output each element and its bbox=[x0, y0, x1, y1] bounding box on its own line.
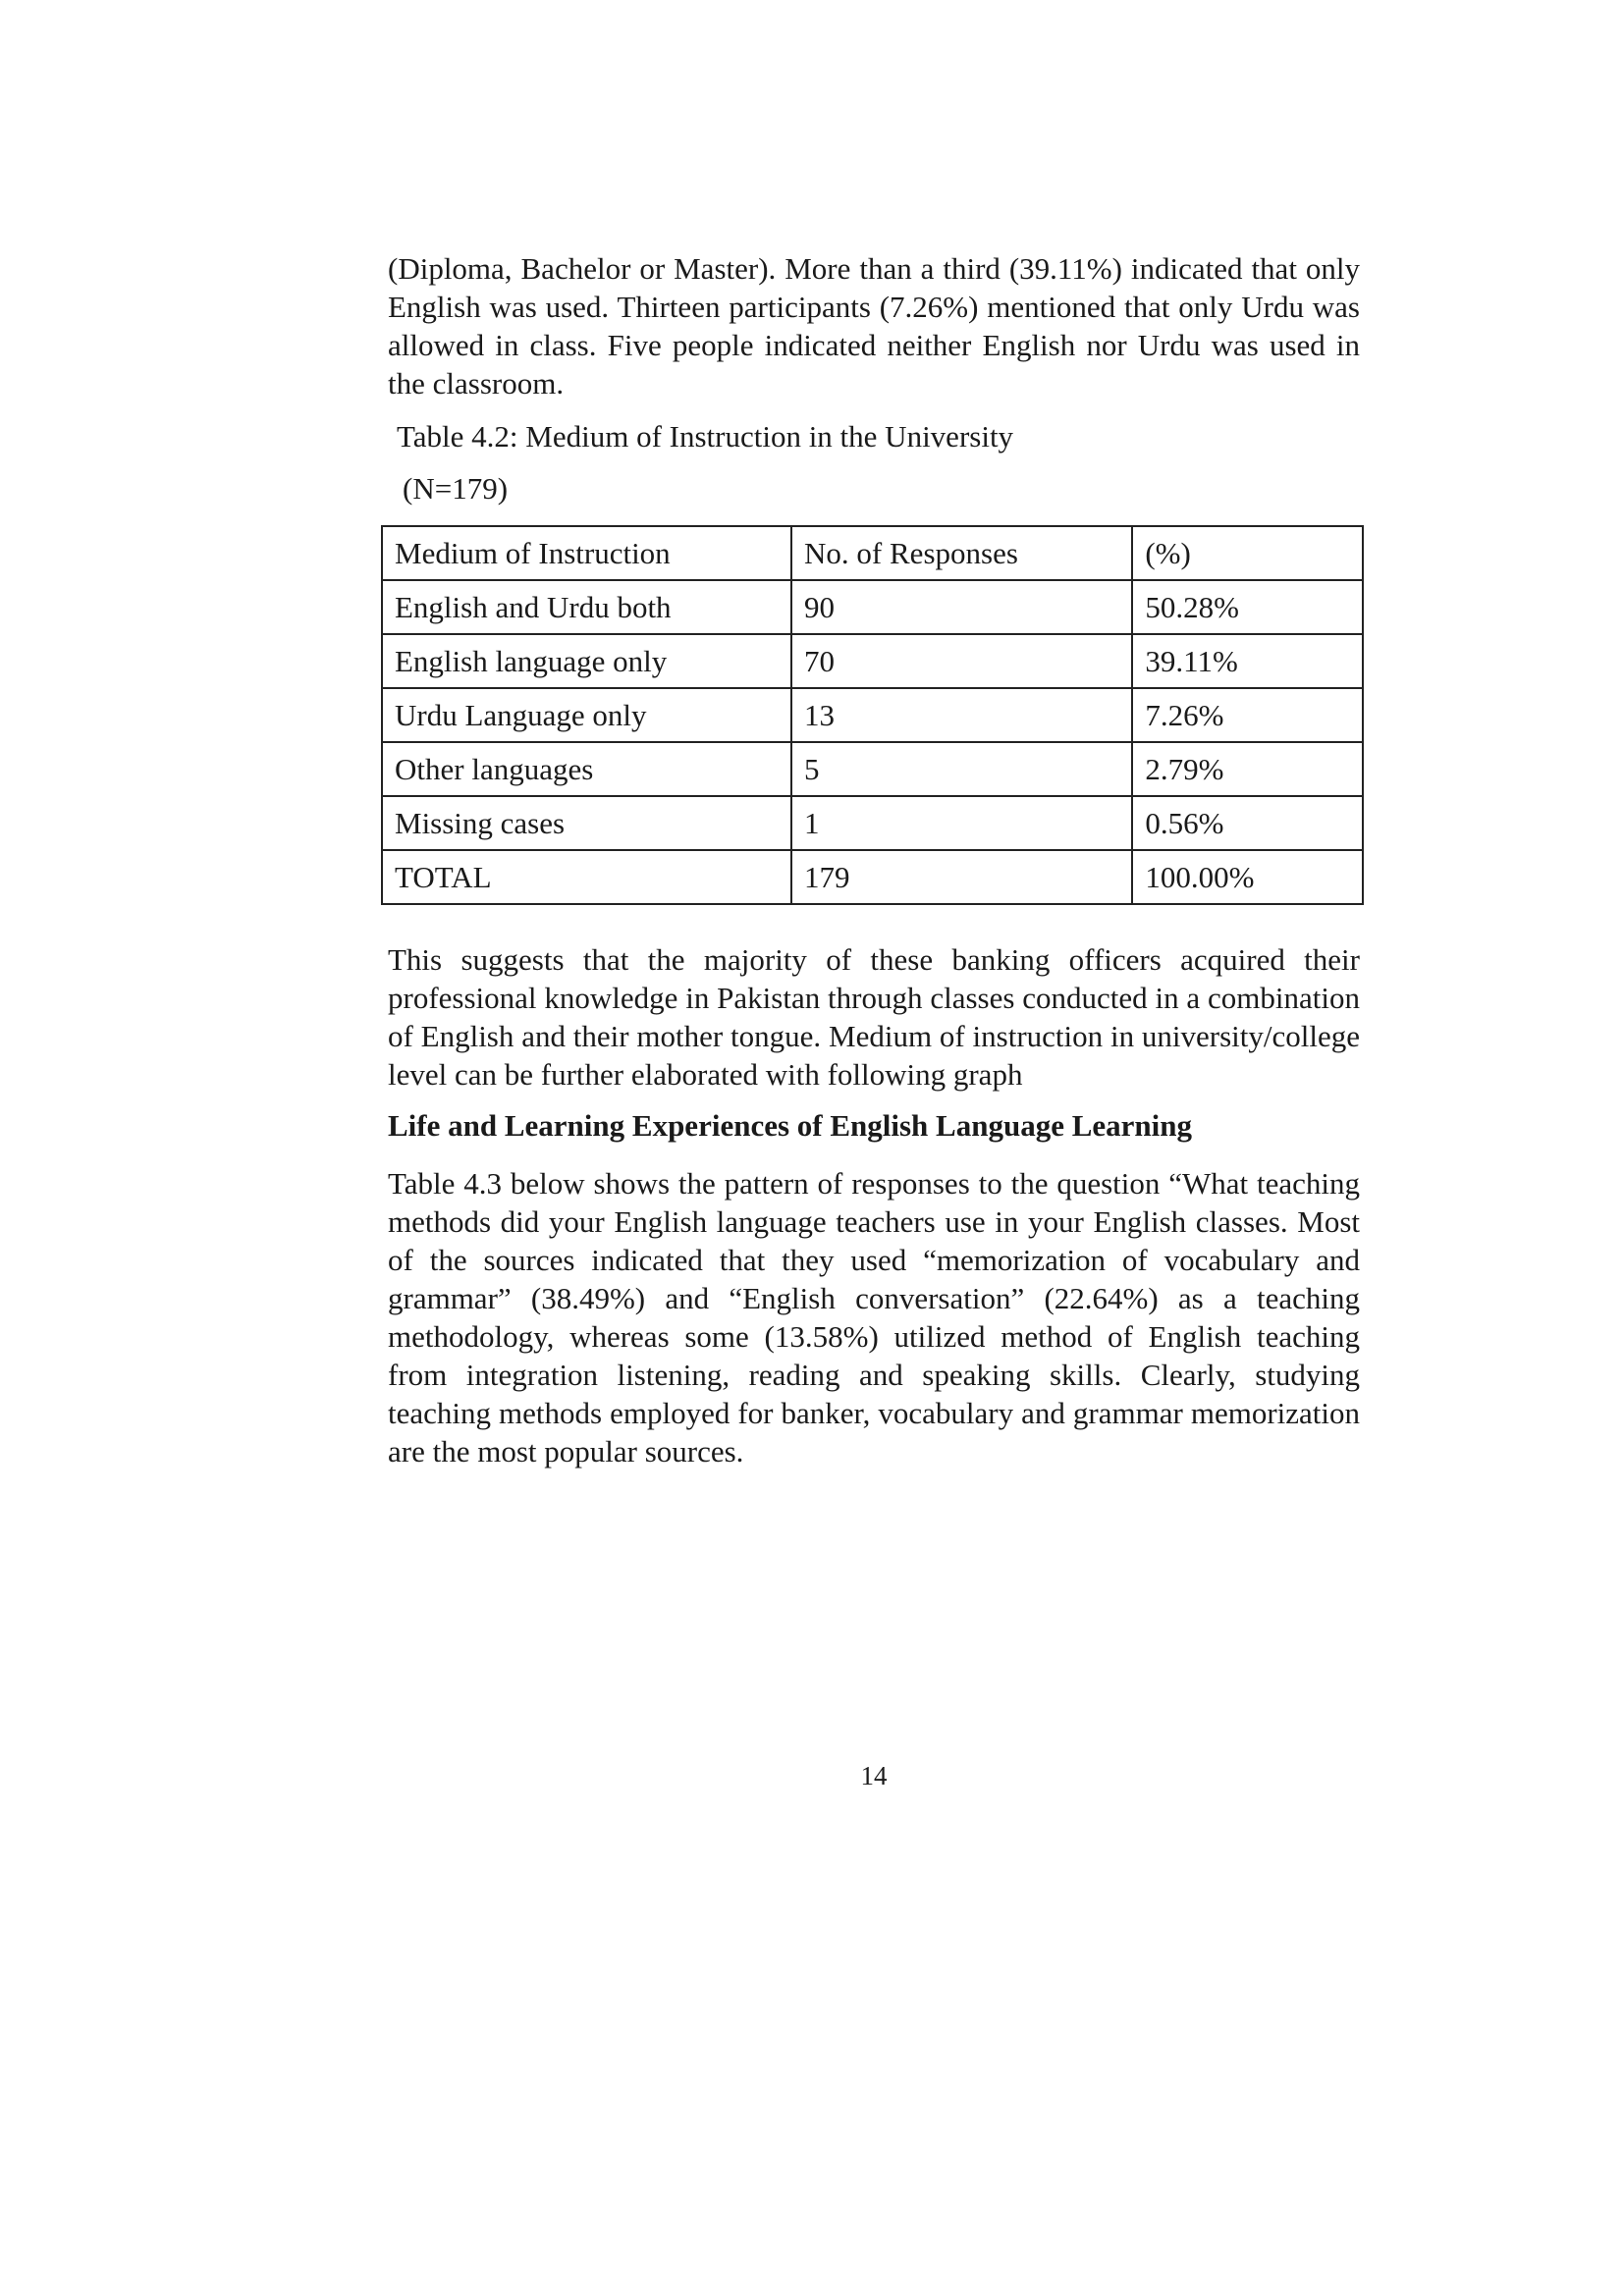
intro-paragraph: (Diploma, Bachelor or Master). More than a third (39.11%) indicated that only English was used. Thirteen participants (7.26%) mentioned that only Urdu was allowed in class. Five people indicated neither English nor Urdu was used in the classroom. bbox=[388, 251, 1360, 400]
table-cell: 13 bbox=[791, 688, 1132, 742]
table-cell: 2.79% bbox=[1132, 742, 1363, 796]
table-cell: English and Urdu both bbox=[382, 580, 791, 634]
table-row bbox=[382, 742, 1363, 796]
table-cell: 7.26% bbox=[1132, 688, 1363, 742]
table-cell: 179 bbox=[791, 850, 1132, 904]
table-total-row bbox=[382, 850, 1363, 904]
table-header-row bbox=[382, 526, 1363, 580]
table-row bbox=[382, 796, 1363, 850]
table-caption: Table 4.2: Medium of Instruction in the University bbox=[397, 419, 1014, 454]
table-cell: 39.11% bbox=[1132, 634, 1363, 688]
table-cell: Other languages bbox=[382, 742, 791, 796]
header-cell: No. of Responses bbox=[791, 526, 1132, 580]
table-cell: TOTAL bbox=[382, 850, 791, 904]
table-cell: 100.00% bbox=[1132, 850, 1363, 904]
table-cell: 5 bbox=[791, 742, 1132, 796]
table-cell: English language only bbox=[382, 634, 791, 688]
table-sample-size: (N=179) bbox=[403, 471, 509, 506]
table-row bbox=[382, 688, 1363, 742]
medium-of-instruction-table bbox=[381, 525, 1364, 905]
table-cell: 90 bbox=[791, 580, 1132, 634]
page-number: 14 bbox=[860, 1761, 888, 1790]
summary-paragraph: This suggests that the majority of these banking officers acquired their professional knowledge in Pakistan through classes conducted in a combination of English and their mother tongue. Medium of instruction in university/college level can be further elaborated with following graph bbox=[388, 942, 1360, 1092]
table-cell: 0.56% bbox=[1132, 796, 1363, 850]
table-cell: 70 bbox=[791, 634, 1132, 688]
table-row bbox=[382, 634, 1363, 688]
section-heading: Life and Learning Experiences of English Language Learning bbox=[388, 1108, 1193, 1143]
table-cell: 50.28% bbox=[1132, 580, 1363, 634]
table-row bbox=[382, 580, 1363, 634]
table-cell: Missing cases bbox=[382, 796, 791, 850]
table-cell: Urdu Language only bbox=[382, 688, 791, 742]
table-cell: 1 bbox=[791, 796, 1132, 850]
section-body-paragraph: Table 4.3 below shows the pattern of responses to the question “What teaching methods did your English language teachers use in your English classes. Most of the sources indicated that they used “memorization of vocabulary and grammar” (38.49%) and “English conversation” (22.64%) as a teaching methodology, whereas some (13.58%) utilized method of English teaching from integration listening, reading and speaking skills. Clearly, studying teaching methods employed for banker, vocabulary and grammar memorization are the most popular sources. bbox=[388, 1166, 1360, 1468]
header-cell: (%) bbox=[1132, 526, 1363, 580]
header-cell: Medium of Instruction bbox=[382, 526, 791, 580]
